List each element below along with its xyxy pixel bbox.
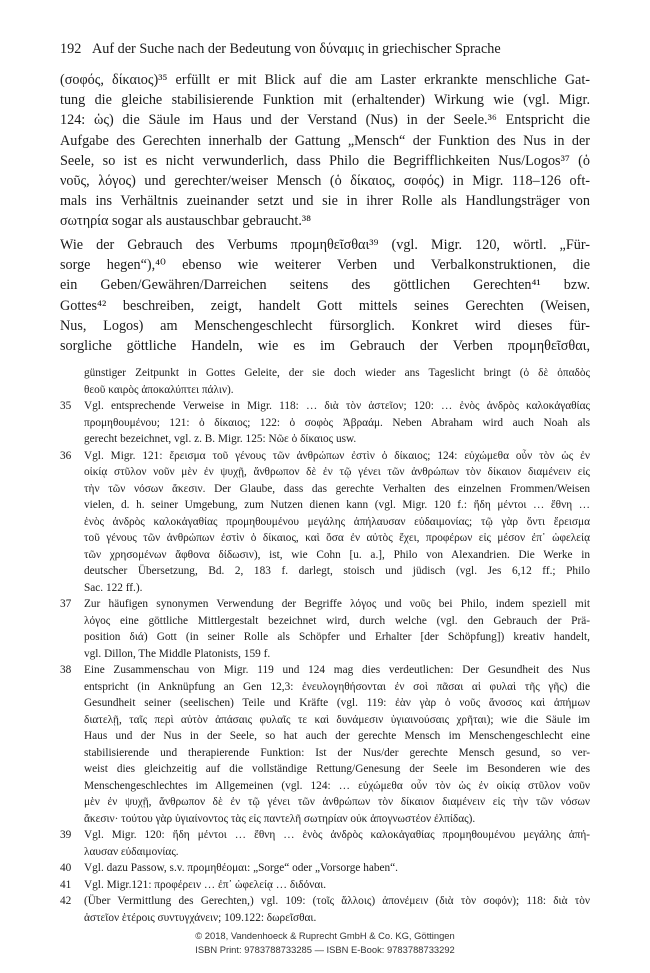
footnote-line: weist dies gleichzeitig auf die vollständige Rettung/Genesung der Seele im Besonderen wie des <box>84 763 590 775</box>
body-line: mals ins Verhältnis zueinander setzt und sie in ihrer Rolle als Handlungsträger von <box>60 193 590 210</box>
footnote-line: stabilisierende und therapierende Funktion: Ist der Nus/der gerechte Mensch gesund, so ver- <box>84 746 590 759</box>
footnote-line: Eine Zusammenschau von Migr. 119 und 124 mag dies verdeutlichen: Der Gesundheit des Nus <box>84 664 590 676</box>
footnote-line: deutscher Übersetzung, Bd. 2, 183 f. darlegt, stoisch und jüdisch (vgl. Jes 6,12 ff.; Philo <box>84 565 590 577</box>
body-paragraph-1 <box>60 70 590 232</box>
running-header <box>60 41 590 58</box>
footnote <box>60 365 590 398</box>
body-line: tung die gleiche stabilisierende Funktion mit (erhaltender) Wirkung wie (vgl. Migr. <box>60 92 590 109</box>
body-line: Wie der Gebrauch des Verbums προμηθεῖσθαι³⁹ (vgl. Migr. 120, wörtl. „Für- <box>60 237 590 253</box>
footnote-line: ἑνὸς ἀνδρὸς καλοκἀγαθίας προμηθουμένου μεγάλης ἀπήλαυσαν εὐδαιμονίας; τῷ γὰρ ὄντι ἔρεισμα <box>84 515 590 528</box>
body-line: 124: ὡς) die Säule im Haus und der Verstand (Nus) in der Seele.³⁶ Entspricht die <box>60 112 590 129</box>
footnote-line: vgl. Dillon, The Middle Platonists, 159 f. <box>84 647 271 660</box>
footnote-line: λόγος eine göttliche Mittlergestalt bezeichnet wird, durch welche (vgl. den Gebrauch der Prä- <box>84 614 590 627</box>
body-line: Nus, Logos) am Menschengeschlecht fürsorglich. Konkret wird dieses für- <box>60 317 590 334</box>
body-line: Seele, so ist es nicht verwunderlich, dass Philo die Begrifflichkeiten Nus/Logos³⁷ (ὁ <box>60 152 590 169</box>
footnote-line: μὲν ἐν ψυχῇ, ἄνθρωπον δὲ ἐν τῷ γένει τῶν ἀνθρώπων τὸν δίκαιον διαμένειν εἰς τὴν τῶν νόσων <box>84 796 590 808</box>
footnote-number: 35 <box>60 400 72 412</box>
footnote-line: τοῦ γένους τῶν ἀνθρώπων ἐστὶν ὁ δίκαιος, καὶ ὅσα ἐν αὐτὸς ἔχει, προφέρων εἰς μέσον ἐπ᾽ ὠφελείᾳ <box>84 532 590 544</box>
footnote-line: Vgl. Migr. 120: ἤδη μέντοι … ἔθνη … ἑνὸς ἀνδρὸς καλοκἀγαθίας προμηθουμένου μεγάλης ἀπή- <box>84 829 590 841</box>
footnote-line: ἄκεσιν· τούτου γὰρ ὑγιαίνοντος τὰς εἰς παντελῆ σωτηρίαν οὐκ ἀπογνωστέον ἐλπίδας). <box>84 812 476 825</box>
footnotes-section <box>60 365 590 926</box>
body-line: ein Geben/Gewähren/Darreichen seitens des göttlichen Gerechten⁴¹ bzw. <box>60 277 590 294</box>
footnote <box>60 662 590 827</box>
page-number: 192 <box>60 41 82 57</box>
footnote-line: οἰκίᾳ στῦλον νοῦν μὲν ἐν ψυχῇ, ἄνθρωπον δὲ ἐν τῷ γένει τῶν ἀνθρώπων τὸν δίκαιον διαμένειν εἰς <box>84 466 590 478</box>
footnote-line: ἀστεῖον ἑτέροις συντυγχάνειν; 109.122: δωρεῖσθαι. <box>84 911 317 924</box>
footnote-line: entspricht (in Anknüpfung an Gen 12,3: ἐνευλογηθήσονται ἐν σοὶ πᾶσαι αἱ φυλαὶ τῆς γῆς) die <box>84 680 590 693</box>
footnote <box>60 827 590 860</box>
footer-isbn: ISBN Print: 9783788733285 — ISBN E-Book: 9783788733292 <box>195 944 455 955</box>
footnote-line: position διά) Gott (in seiner Rolle als Schöpfer und Erhalter [der Schöpfung]) kreativ handelt, <box>84 631 590 643</box>
footnote-line: (Über Vermittlung des Gerechten,) vgl. 109: (τοῖς ἄλλοις) ἀπονέμειν (διὰ τὸν σοφόν); 118: διὰ τὸν <box>84 895 590 907</box>
footnote-number: 38 <box>60 664 72 676</box>
footer-copyright: © 2018, Vandenhoeck & Ruprecht GmbH & Co. KG, Göttingen <box>195 930 455 941</box>
footnote <box>60 860 590 877</box>
footnote-line: Vgl. entsprechende Verweise in Migr. 118: … διὰ τὸν ἀστεῖον; 120: … ἑνὸς ἀνδρὸς καλοκἀγαθίας <box>84 400 590 412</box>
footnote-number: 42 <box>60 895 72 907</box>
footnote-line: Vgl. dazu Passow, s.v. προμηθέομαι: „Sorge“ oder „Vorsorge haben“. <box>84 862 399 874</box>
footnote-line: διατελῇ, ταῖς περὶ αὐτὸν ἁπάσαις φυλαῖς τε καὶ δυνάμεσιν ὑγιαινούσαις χρῆται); wie die Säule im <box>84 713 590 726</box>
body-line: σωτηρία sogar als austauschbar gebraucht.³⁸ <box>60 213 312 230</box>
footnote-number: 36 <box>60 449 72 462</box>
body-paragraph-2 <box>60 235 590 356</box>
footnote <box>60 877 590 894</box>
footnote-number: 40 <box>60 862 72 874</box>
footnote <box>60 398 590 448</box>
footnote <box>60 448 590 597</box>
body-line: sorge hegen“),⁴⁰ ebenso wie weiterer Verben und Verbalkonstruktionen, die <box>60 257 590 274</box>
footnote-number: 41 <box>60 878 72 891</box>
footnote-line: τὴν τῶν νόσων ἄκεσιν. Der Glaube, dass das gerechte Verhalten des einzelnen Frommen/Weisen <box>84 482 590 495</box>
footnote-line: Gesundheit seiner (seelischen) Teile und Kräfte (vgl. 119: ἐὰν γὰρ ὁ νοῦς ἄνοσος καὶ ἀπήμων <box>84 697 590 709</box>
footnote-line: θεοῦ καιρὸς ἀποκαλύπτει πάλιν). <box>84 383 234 396</box>
body-line: (σοφός, δίκαιος)³⁵ erfüllt er mit Blick auf die am Laster erkrankte menschliche Gat- <box>60 72 590 88</box>
footnote <box>60 596 590 662</box>
footnote-number: 39 <box>60 829 72 841</box>
footnote-line: τῶν χρησομένων ἄφθονα δίδωσιν), ist, wie Cohn [u. a.], Philo von Alexandrien. Die Werke in <box>84 548 590 561</box>
footnote-line: Zur häufigen synonymen Verwendung der Begriffe λόγος und νοῦς bei Philo, indem speziell mit <box>84 598 590 610</box>
footnote-number: 37 <box>60 598 72 610</box>
footnote-line: Vgl. Migr. 121: ἔρεισμα τοῦ γένους τῶν ἀνθρώπων ἐστὶν ὁ δίκαιος; 124: εὐχώμεθα οὖν τὸν ὡς ἐν <box>84 449 590 462</box>
body-line: Gottes⁴² beschreiben, zeigt, handelt Gott mittels seines Gerechten (Weisen, <box>60 297 590 314</box>
body-line: sorgliche göttliche Handeln, wie es im Gebrauch der Verben προμηθεῖσθαι, <box>60 337 590 354</box>
footnote-line: vielen, d. h. seiner Umgebung, zum Nutzen dienen kann (vgl. Migr. 120 f.: ἤδη μέντοι … ἔθνη … <box>84 499 590 511</box>
body-line: Aufgabe des Gerechten innerhalb der Gattung „Mensch“ der Funktion des Nus in der <box>60 132 590 149</box>
body-line: νοῦς, λόγος) und gerechter/weiser Mensch (ὁ δίκαιος, σοφός) in Migr. 118–126 oft- <box>60 172 590 189</box>
footnote-line: Vgl. Migr.121: προφέρειν … ἐπ᾽ ὠφελείᾳ … διδόναι. <box>84 878 327 891</box>
footnote-line: Haus und der Nus in der Seele, so hat auch der gerechte Mensch im Menschengeschlecht eine <box>84 730 590 742</box>
footnote-line: gerecht bezeichnet, vgl. z. B. Migr. 125: Νῶε ὁ δίκαιος usw. <box>84 433 357 445</box>
footnote-line: Menschengeschlechtes im Allgemeinen (vgl. 124: … εὐχώμεθα οὖν τὸν ὡς ἐν οἰκίᾳ στῦλον νοῦν <box>84 779 590 792</box>
running-title: Auf der Suche nach der Bedeutung von δύναμις in griechischer Sprache <box>92 41 501 57</box>
footnote-line: λαυσαν εὐδαιμονίας. <box>84 845 179 858</box>
footnote-line: günstiger Zeitpunkt in Gottes Geleite, der sie doch wieder ans Tageslicht bringt (ὁ δὲ ὀπαδὸς <box>84 367 590 379</box>
footnote-line: Sac. 122 ff.). <box>84 581 143 594</box>
footnote-line: προμηθουμένου; 121: ὁ δίκαιος; 122: ὁ σοφὸς Ἀβραάμ. Neben Abraham wird auch Noah als <box>84 416 590 429</box>
footnote <box>60 893 590 926</box>
